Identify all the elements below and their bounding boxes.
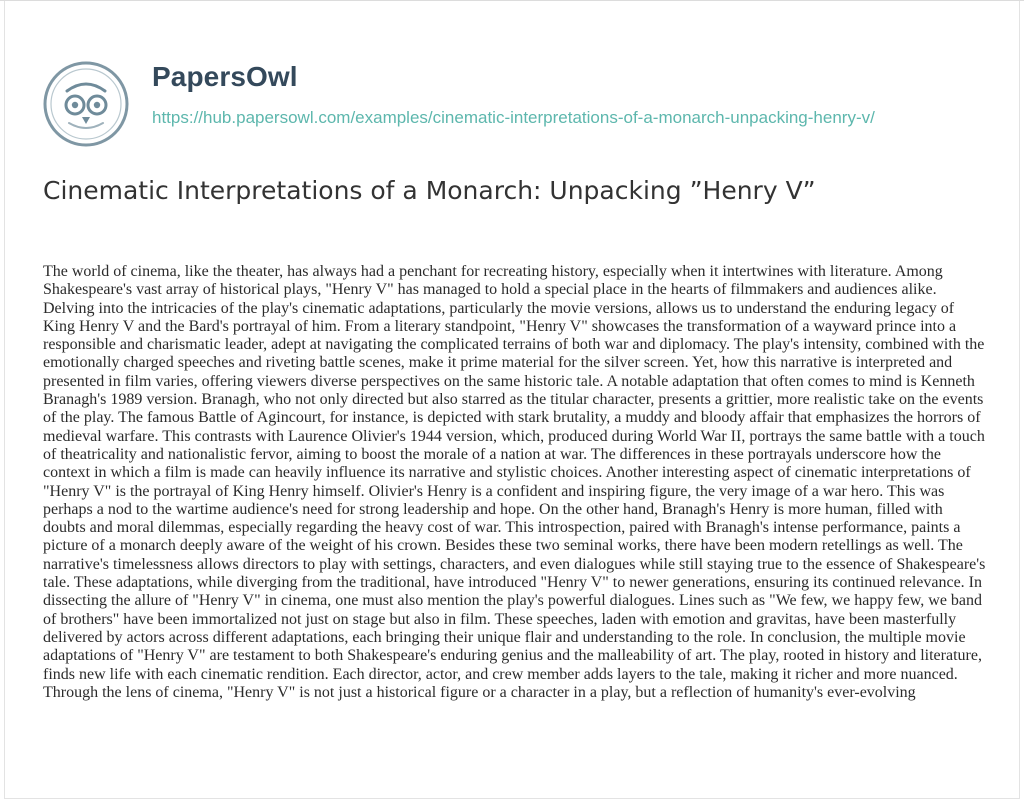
essay-title: Cinematic Interpretations of a Monarch: Unpacking ”Henry V”: [43, 176, 816, 205]
site-header: [43, 57, 1003, 157]
source-url[interactable]: https://hub.papersowl.com/examples/cinematic-interpretations-of-a-monarch-unpacking-henry-v/: [152, 108, 875, 127]
essay-body: The world of cinema, like the theater, has always had a penchant for recreating history, especially when it intertwines with literature. Among Shakespeare's vast array of historical plays, "Henry V" has managed to hold a special place in the hearts of filmmakers and audiences alike. Delving into the intricacies of the play's cinematic adaptations, particularly the movie versions, allows us to understand the enduring legacy of King Henry V and the Bard's portrayal of him. From a literary standpoint, "Henry V" showcases the transformation of a wayward prince into a responsible and charismatic leader, adept at navigating the complicated terrains of both war and diplomacy. The play's intensity, combined with the emotionally charged speeches and riveting battle scenes, make it prime material for the silver screen. Yet, how this narrative is interpreted and presented in film varies, offering viewers diverse perspectives on the same historic tale. A notable adaptation that often comes to mind is Kenneth Branagh's 1989 version. Branagh, who not only directed but also starred as the titular character, presents a grittier, more realistic take on the events of the play. The famous Battle of Agincourt, for instance, is depicted with stark brutality, a muddy and bloody affair that emphasizes the horrors of medieval warfare. This contrasts with Laurence Olivier's 1944 version, which, produced during World War II, portrays the same battle with a touch of theatricality and nationalistic fervor, aiming to boost the morale of a nation at war. The differences in these portrayals underscore how the context in which a film is made can heavily influence its narrative and stylistic choices. Another interesting aspect of cinematic interpretations of "Henry V" is the portrayal of King Henry himself. Olivier's Henry is a confident and inspiring figure, the very image of a war hero. This was perhaps a nod to the wartime audience's need for strong leadership and hope. On the other hand, Branagh's Henry is more human, filled with doubts and moral dilemmas, especially regarding the heavy cost of war. This introspection, paired with Branagh's intense performance, paints a picture of a monarch deeply aware of the weight of his crown. Besides these two seminal works, there have been modern retellings as well. The narrative's timelessness allows directors to play with settings, characters, and even dialogues while still staying true to the essence of Shakespeare's tale. These adaptations, while diverging from the traditional, have introduced "Henry V" to newer generations, ensuring its continued relevance. In dissecting the allure of "Henry V" in cinema, one must also mention the play's powerful dialogues. Lines such as "We few, we happy few, we band of brothers" have been immortalized not just on stage but also in film. These speeches, laden with emotion and gravitas, have been masterfully delivered by actors across different adaptations, each bringing their unique flair and understanding to the role. In conclusion, the multiple movie adaptations of "Henry V" are testament to both Shakespeare's enduring genius and the malleability of art. The play, rooted in history and literature, finds new life with each cinematic rendition. Each director, actor, and crew member adds layers to the tale, making it richer and more nuanced. Through the lens of cinema, "Henry V" is not just a historical figure or a character in a play, but a reflection of humanity's ever-evolving: [43, 263, 986, 701]
brand-name: PapersOwl: [152, 61, 298, 92]
owl-logo-icon: [43, 61, 129, 147]
